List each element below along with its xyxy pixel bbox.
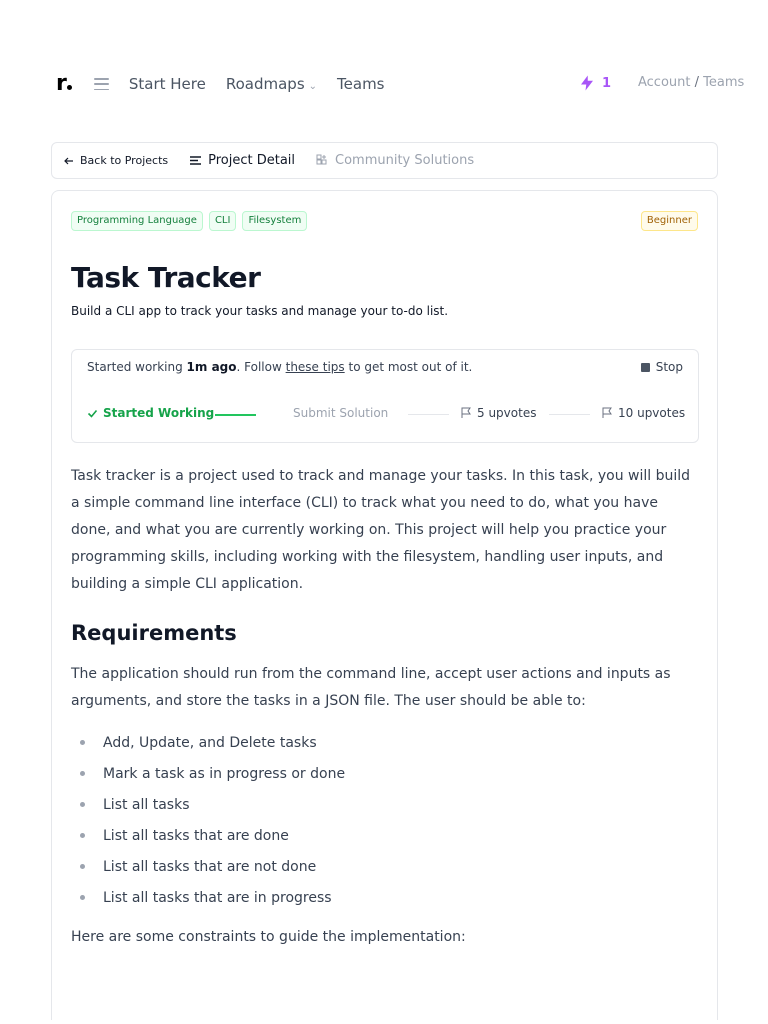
tab-project-detail-label: Project Detail [208, 153, 296, 168]
account-label: Account [638, 75, 691, 90]
list-item-text: List all tasks that are done [103, 827, 289, 844]
intro-paragraph: Task tracker is a project used to track and manage your tasks. In this task, you will build a simple command line interface (CLI) to track what you need to do, what you have done, and what you are currently working on. This project will help you practice your programming skills, including working with the filesystem, handling user inputs, and building a simple CLI application. [71, 468, 691, 592]
tag-programming-language: Programming Language [71, 211, 203, 231]
nav-roadmaps[interactable] [226, 75, 317, 93]
streak-counter[interactable] [578, 74, 611, 92]
grid-plus-icon [316, 154, 329, 167]
stop-label: Stop [655, 360, 683, 374]
nav-teams[interactable]: Teams [337, 75, 385, 93]
requirements-heading: Requirements [71, 621, 237, 645]
stop-icon [641, 363, 650, 372]
step-10-upvotes-label: 10 upvotes [618, 406, 686, 420]
note-prefix: Started working [87, 360, 187, 374]
tag-filesystem: Filesystem [242, 211, 307, 231]
list-item-text: List all tasks that are not done [103, 858, 317, 875]
flag-icon [460, 407, 472, 419]
progress-panel [71, 349, 699, 443]
list-item-text: Mark a task as in progress or done [103, 765, 346, 782]
tab-community-solutions[interactable] [316, 153, 474, 168]
chevron-down-icon: ⌄ [308, 81, 318, 92]
tag-list [71, 211, 307, 231]
nav-roadmaps-label: Roadmaps [225, 75, 305, 93]
project-card [51, 190, 718, 1020]
back-label: Back to Projects [80, 154, 169, 167]
account-teams-label: Teams [703, 75, 745, 90]
tab-project-detail[interactable] [189, 153, 295, 168]
tips-link[interactable]: these tips [285, 360, 345, 374]
project-tabs [51, 142, 718, 179]
step-connector [408, 414, 449, 415]
top-nav [56, 66, 768, 102]
lightning-icon [578, 74, 596, 92]
step-10-upvotes [601, 406, 685, 420]
streak-count: 1 [602, 75, 612, 91]
stop-button[interactable] [641, 360, 683, 374]
progress-steps [87, 406, 685, 424]
page-title: Task Tracker [71, 261, 261, 294]
check-icon [87, 408, 98, 419]
list-item-text: List all tasks that are in progress [103, 889, 332, 906]
list-item [71, 727, 671, 758]
step-5-upvotes [460, 406, 536, 420]
back-to-projects-button[interactable] [64, 154, 168, 167]
step-started-label: Started Working [103, 406, 215, 420]
list-item [71, 882, 671, 913]
difficulty-badge: Beginner [641, 211, 698, 231]
step-5-upvotes-label: 5 upvotes [477, 406, 537, 420]
step-connector [549, 414, 590, 415]
list-item-text: List all tasks [103, 796, 190, 813]
logo[interactable]: r [56, 73, 72, 95]
step-connector [215, 414, 256, 416]
nav-start-here[interactable]: Start Here [128, 75, 206, 93]
tag-cli: CLI [209, 211, 237, 231]
list-item [71, 851, 671, 882]
list-item-text: Add, Update, and Delete tasks [103, 734, 317, 751]
list-item [71, 820, 671, 851]
arrow-left-icon [64, 156, 74, 166]
requirements-paragraph: The application should run from the command line, accept user actions and inputs as arguments, and store the tasks in a JSON file. The user should be able to: [71, 666, 671, 709]
project-subtitle: Build a CLI app to track your tasks and manage your to-do list. [71, 304, 449, 318]
menu-icon[interactable] [94, 78, 109, 90]
flag-icon [601, 407, 613, 419]
step-submit-label: Submit Solution [293, 406, 389, 420]
list-item [71, 789, 671, 820]
step-submit-solution[interactable] [293, 406, 388, 420]
requirements-list [71, 727, 671, 913]
progress-note [87, 360, 472, 374]
note-suffix: to get most out of it. [344, 360, 473, 374]
account-menu[interactable] [638, 75, 744, 90]
tab-community-solutions-label: Community Solutions [335, 153, 475, 168]
note-time: 1m ago [186, 360, 237, 374]
list-item [71, 758, 671, 789]
step-started-working [87, 406, 214, 420]
account-separator: / [694, 75, 700, 90]
constraints-intro: Here are some constraints to guide the implementation: [71, 929, 466, 945]
note-mid: . Follow [236, 360, 286, 374]
text-lines-icon [189, 155, 202, 166]
